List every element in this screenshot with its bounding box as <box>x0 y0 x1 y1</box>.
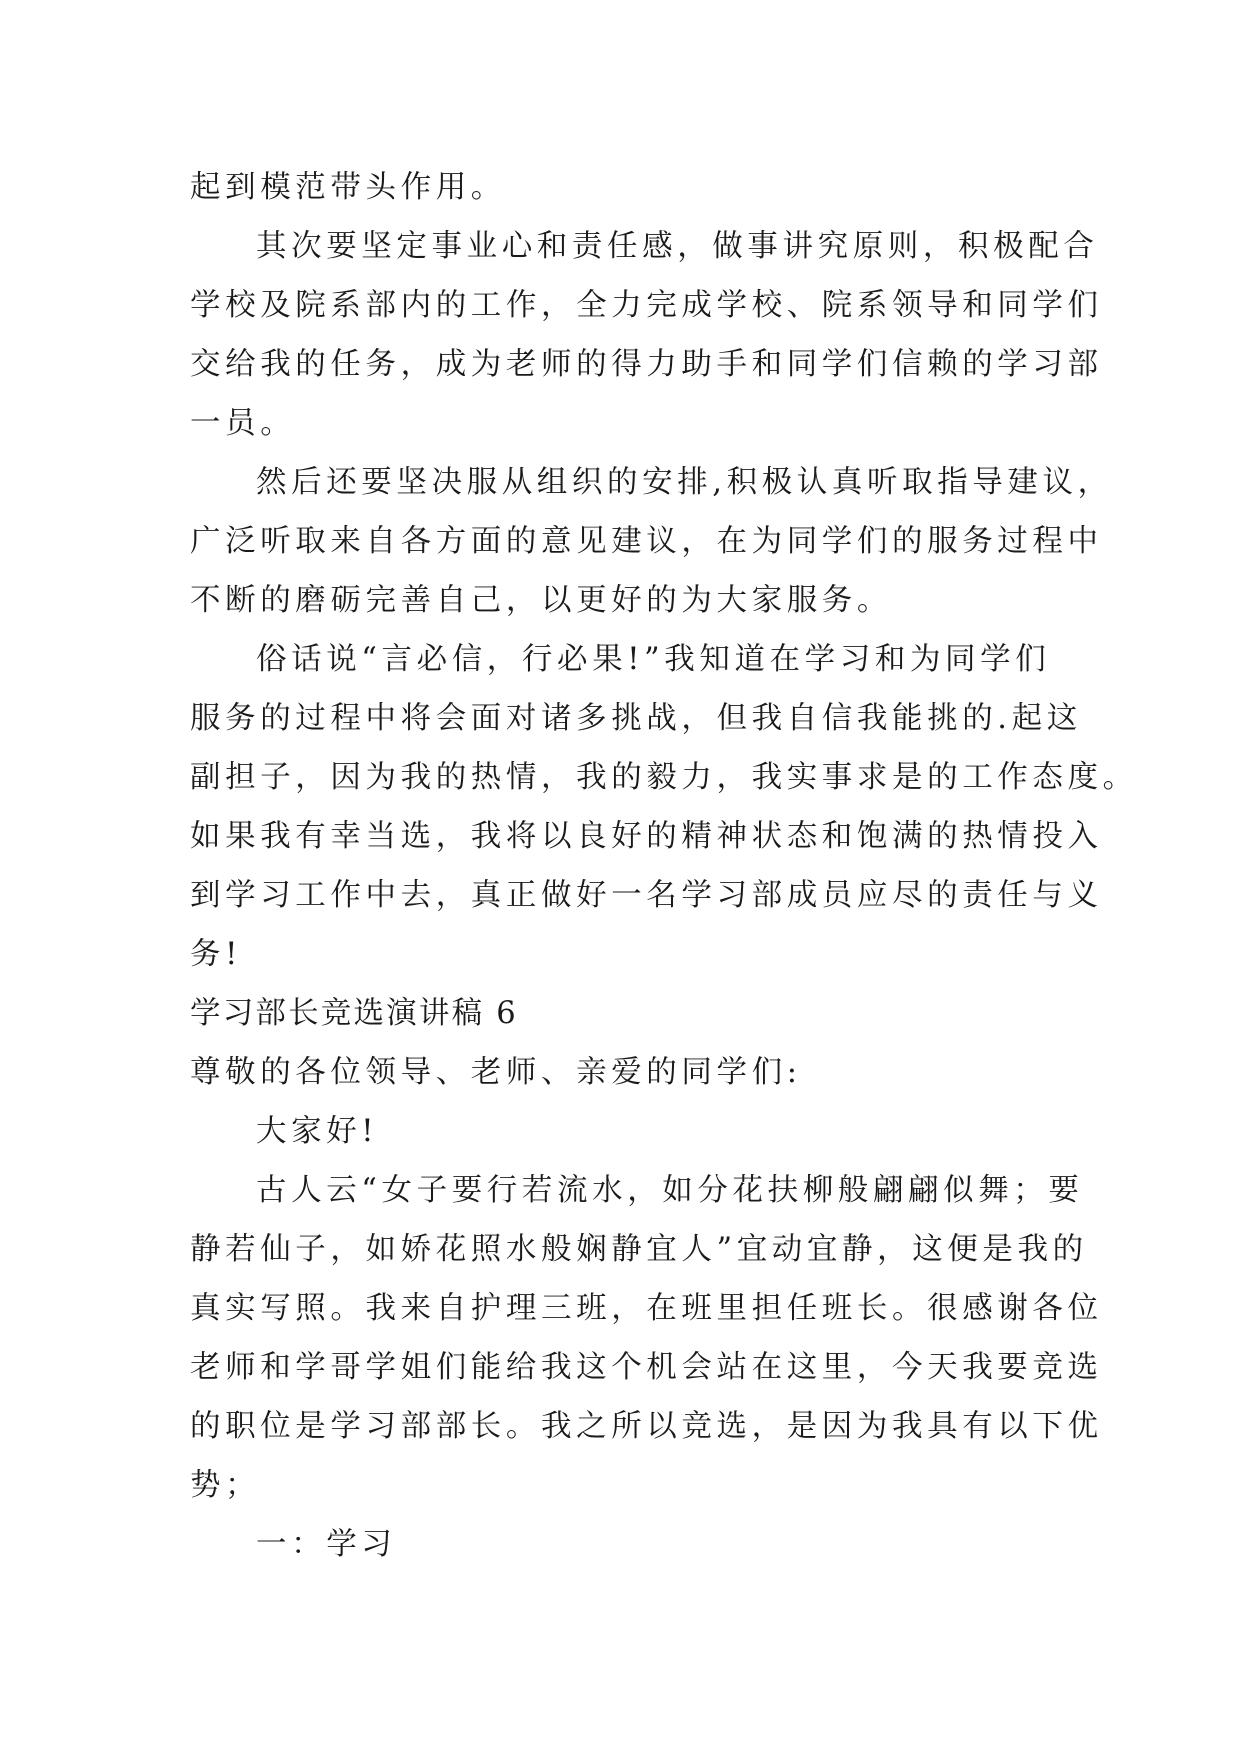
greeting: 大家好! <box>256 1114 379 1149</box>
text-line: 副担子，因为我的热情，我的毅力，我实事求是的工作态度。 <box>190 760 1138 795</box>
text-line: 老师和学哥学姐们能给我这个机会站在这里，今天我要竞选 <box>190 1350 1103 1385</box>
text-line: 服务的过程中将会面对诸多挑战，但我自信我能挑的.起这 <box>190 701 1082 736</box>
text-line: 学校及院系部内的工作，全力完成学校、院系领导和同学们 <box>190 288 1103 323</box>
text-line: 的职位是学习部部长。我之所以竞选，是因为我具有以下优 <box>190 1409 1103 1444</box>
text-line: 不断的磨砺完善自己，以更好的为大家服务。 <box>190 583 892 618</box>
text-line: 势； <box>190 1468 261 1503</box>
text-line: 交给我的任务，成为老师的得力助手和同学们信赖的学习部 <box>190 347 1103 382</box>
text-line: 古人云“女子要行若流水，如分花扶柳般翩翩似舞；要 <box>256 1173 1084 1208</box>
text-line: 静若仙子，如娇花照水般娴静宜人”宜动宜静，这便是我的 <box>190 1232 1088 1267</box>
salutation: 尊敬的各位领导、老师、亲爱的同学们: <box>190 1055 802 1090</box>
text-line: 广泛听取来自各方面的意见建议，在为同学们的服务过程中 <box>190 524 1103 559</box>
text-line: 到学习工作中去，真正做好一名学习部成员应尽的责任与义 <box>190 878 1103 913</box>
list-item: 一：学习 <box>256 1527 397 1562</box>
text-line: 其次要坚定事业心和责任感，做事讲究原则，积极配合 <box>256 229 1099 264</box>
text-line: 如果我有幸当选，我将以良好的精神状态和饱满的热情投入 <box>190 819 1103 854</box>
document-page <box>190 158 1138 1574</box>
text-line: 真实写照。我来自护理三班，在班里担任班长。很感谢各位 <box>190 1291 1103 1326</box>
text-line: 然后还要坚决服从组织的安排,积极认真听取指导建议， <box>256 465 1113 500</box>
section-heading: 学习部长竞选演讲稿 6 <box>190 996 518 1031</box>
text-line: 起到模范带头作用。 <box>190 170 506 205</box>
text-line: 一员。 <box>190 406 296 441</box>
text-line: 务! <box>190 937 242 972</box>
text-line: 俗话说“言必信，行必果!”我知道在学习和为同学们 <box>256 642 1051 677</box>
